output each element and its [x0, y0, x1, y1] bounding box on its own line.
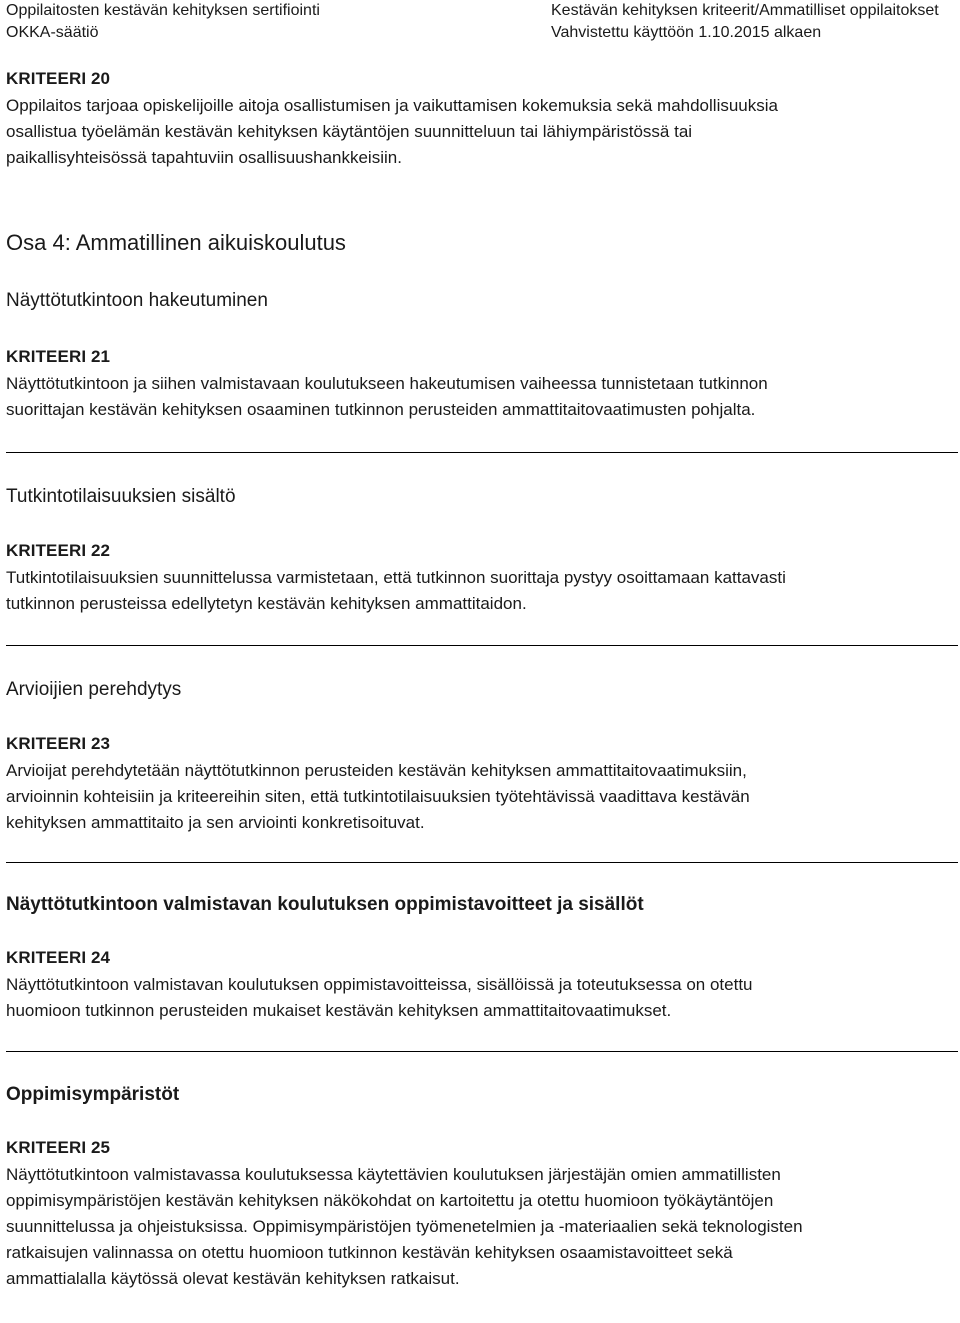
- section-title: Tutkintotilaisuuksien sisältö: [6, 486, 236, 507]
- text-line: huomioon tutkinnon perusteiden mukaiset kestävän kehityksen ammattitaitovaatimukset.: [6, 1001, 672, 1020]
- section-valmistava-koulutus: [6, 892, 952, 918]
- criterion-label: KRITEERI 25: [6, 1138, 111, 1157]
- criterion-text: [6, 565, 952, 617]
- text-line: Näyttötutkintoon valmistavassa koulutuksessa käytettävien koulutuksen järjestäjän omien ammatillisten: [6, 1165, 781, 1184]
- text-line: tutkinnon perusteissa edellytetyn kestävän kehityksen ammattitaidon.: [6, 594, 527, 613]
- criterion-text: [6, 1162, 952, 1292]
- text-line: osallistua työelämän kestävän kehityksen käytäntöjen suunnitteluun tai lähiympäristössä tai: [6, 122, 693, 141]
- header-left: [6, 0, 476, 44]
- section-title: Arvioijien perehdytys: [6, 679, 182, 700]
- part-4-subheading-block: [6, 288, 952, 314]
- criterion-25: [6, 1137, 952, 1292]
- section-title: Näyttötutkintoon valmistavan koulutuksen oppimistavoitteet ja sisällöt: [6, 894, 644, 915]
- header-certification-title: Oppilaitosten kestävän kehityksen sertifiointi: [6, 2, 320, 19]
- part-title: Osa 4: Ammatillinen aikuiskoulutus: [6, 230, 346, 255]
- criterion-text: [6, 758, 952, 836]
- section-oppimisymparistot: [6, 1082, 952, 1108]
- section-tutkintotilaisuudet: [6, 484, 952, 510]
- criterion-20: [6, 68, 952, 171]
- section-subtitle: Näyttötutkintoon hakeutuminen: [6, 290, 268, 311]
- criterion-24: [6, 947, 952, 1024]
- text-line: Näyttötutkintoon ja siihen valmistavaan koulutukseen hakeutumisen vaiheessa tunnistetaan tutkinnon: [6, 374, 768, 393]
- part-4-heading-block: [6, 229, 952, 257]
- criterion-label: KRITEERI 23: [6, 734, 111, 753]
- header-document-title: Kestävän kehityksen kriteerit/Ammatilliset oppilaitokset: [551, 2, 939, 19]
- text-line: Arvioijat perehdytetään näyttötutkinnon perusteiden kestävän kehityksen ammattitaitovaatimuksiin,: [6, 761, 747, 780]
- text-line: ratkaisujen valinnassa on otettu huomioon tutkinnon kestävän kehityksen osaamistavoitteet sekä: [6, 1243, 733, 1262]
- criterion-21: [6, 346, 952, 423]
- text-line: suorittajan kestävän kehityksen osaaminen tutkinnon perusteiden ammattitaitovaatimusten pohjalta.: [6, 400, 756, 419]
- section-divider: [6, 645, 958, 646]
- section-arvioijat: [6, 677, 952, 703]
- text-line: paikallisyhteisössä tapahtuviin osallisuushankkeisiin.: [6, 148, 402, 167]
- header-validity-date: Vahvistettu käyttöön 1.10.2015 alkaen: [551, 24, 822, 41]
- text-line: oppimisympäristöjen kestävän kehityksen näkökohdat on kartoitettu ja otettu huomioon työkäytäntöjen: [6, 1191, 774, 1210]
- criterion-text: [6, 371, 952, 423]
- criterion-23: [6, 733, 952, 836]
- header-foundation-name: OKKA-säätiö: [6, 24, 99, 41]
- text-line: Oppilaitos tarjoaa opiskelijoille aitoja osallistumisen ja vaikuttamisen kokemuksia sekä mahdollisuuksia: [6, 96, 778, 115]
- criterion-label: KRITEERI 22: [6, 541, 111, 560]
- criterion-22: [6, 540, 952, 617]
- criterion-text: [6, 972, 952, 1024]
- header-right: [551, 0, 956, 44]
- section-divider: [6, 1051, 958, 1052]
- criterion-text: [6, 93, 952, 171]
- page-header: [6, 0, 954, 46]
- criterion-label: KRITEERI 24: [6, 948, 111, 967]
- text-line: Näyttötutkintoon valmistavan koulutuksen oppimistavoitteissa, sisällöissä ja toteutuksessa on otettu: [6, 975, 753, 994]
- criterion-label: KRITEERI 21: [6, 347, 111, 366]
- text-line: Tutkintotilaisuuksien suunnittelussa varmistetaan, että tutkinnon suorittaja pystyy osoittamaan kattavasti: [6, 568, 786, 587]
- criterion-label: KRITEERI 20: [6, 69, 111, 88]
- text-line: kehityksen ammattitaito ja sen arviointi konkretisoituvat.: [6, 813, 425, 832]
- section-divider: [6, 452, 958, 453]
- text-line: suunnittelussa ja ohjeistuksissa. Oppimisympäristöjen työmenetelmien ja -materiaalien sekä teknologisten: [6, 1217, 803, 1236]
- text-line: ammattialalla käytössä olevat kestävän kehityksen ratkaisut.: [6, 1269, 460, 1288]
- section-divider: [6, 862, 958, 863]
- text-line: arvioinnin kohteisiin ja kriteereihin siten, että tutkintotilaisuuksien työtehtävissä vaadittava kestävän: [6, 787, 750, 806]
- section-title: Oppimisympäristöt: [6, 1084, 180, 1105]
